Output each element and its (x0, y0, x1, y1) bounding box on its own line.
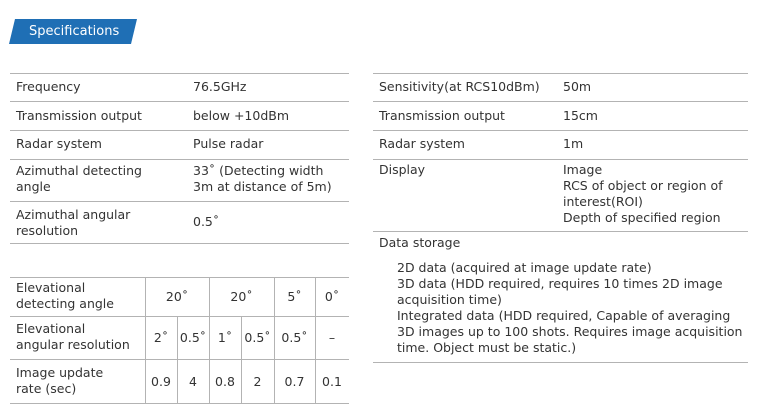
row-label-line: detecting angle (16, 296, 114, 311)
row-label: Data storage (379, 235, 461, 250)
table-cell: 20˚ (230, 289, 253, 304)
row-label: Sensitivity(at RCS10dBm) (379, 79, 540, 94)
storage-line: Integrated data (HDD required, Capable of averaging (397, 308, 731, 323)
table-cell: 4 (189, 374, 197, 389)
table-cell: – (328, 330, 336, 345)
table-cell: 2 (253, 374, 262, 389)
table-cell: 1˚ (217, 330, 233, 345)
table-row (373, 73, 748, 102)
row-label-line: Elevational (16, 321, 86, 336)
column-divider (241, 317, 242, 403)
storage-line: acquisition time) (397, 292, 502, 307)
table-row-data-storage (373, 232, 748, 363)
table-row (10, 202, 349, 244)
table-cell: 0.9 (151, 374, 171, 389)
section-banner (9, 19, 137, 44)
row-label: Radar system (16, 136, 102, 151)
table-row (373, 131, 748, 160)
row-label-line: Elevational (16, 280, 86, 295)
right-spec-table (373, 73, 748, 363)
row-label: Display (379, 162, 426, 177)
row-label: Radar system (379, 136, 465, 151)
row-label-line: rate (sec) (16, 381, 77, 396)
row-label-line: Azimuthal detecting (16, 163, 142, 178)
table-row (10, 73, 349, 102)
row-value: 50m (563, 79, 592, 94)
elevation-table (10, 277, 349, 404)
table-row (10, 160, 349, 202)
table-row (10, 317, 349, 360)
row-label-line: Image update (16, 365, 104, 380)
storage-line: 2D data (acquired at image update rate) (397, 260, 652, 275)
row-label-line: angle (16, 179, 51, 194)
table-cell: 0.7 (284, 374, 305, 389)
column-divider (177, 317, 178, 403)
table-row (373, 160, 748, 232)
row-value: Pulse radar (193, 136, 264, 151)
row-value-line: 33˚ (Detecting width (193, 163, 324, 178)
table-cell: 0.1 (322, 374, 342, 389)
row-label: Transmission output (16, 108, 142, 123)
row-label-line: resolution (16, 223, 79, 238)
row-label-line: Azimuthal angular (16, 207, 131, 222)
row-value-line: interest(ROI) (563, 194, 643, 209)
table-cell: 0.5˚ (244, 330, 271, 345)
table-cell: 0.5˚ (179, 330, 207, 345)
row-value: 15cm (563, 108, 598, 123)
table-row (373, 102, 748, 131)
row-label-line: angular resolution (16, 337, 130, 352)
table-cell: 0.5˚ (281, 330, 308, 345)
table-row (10, 131, 349, 160)
table-row (10, 277, 349, 317)
column-divider (315, 277, 316, 403)
column-divider (145, 277, 146, 403)
table-cell: 5˚ (287, 289, 302, 304)
row-value: 1m (563, 136, 584, 151)
row-value: 76.5GHz (193, 79, 247, 94)
column-divider (209, 277, 210, 403)
row-value-line: RCS of object or region of (563, 178, 723, 193)
table-row (10, 102, 349, 131)
storage-line: 3D images up to 100 shots. Requires image acquisition (397, 324, 743, 339)
storage-line: time. Object must be static.) (397, 340, 577, 355)
table-row (10, 360, 349, 404)
row-value: 0.5˚ (193, 214, 220, 229)
row-value: below +10dBm (193, 108, 290, 123)
row-value-line: Depth of specified region (563, 210, 721, 225)
table-cell: 0˚ (324, 289, 340, 304)
table-cell: 20˚ (165, 289, 189, 304)
row-value-line: Image (563, 162, 603, 177)
table-cell: 0.8 (215, 374, 235, 389)
table-cell: 2˚ (153, 330, 169, 345)
row-label: Transmission output (379, 108, 505, 123)
banner-title: Specifications (29, 24, 120, 39)
column-divider (274, 277, 275, 403)
row-value-line: 3m at distance of 5m) (193, 179, 332, 194)
left-spec-table (10, 73, 349, 247)
storage-line: 3D data (HDD required, requires 10 times 2D image (397, 276, 723, 291)
row-label: Frequency (16, 79, 81, 94)
